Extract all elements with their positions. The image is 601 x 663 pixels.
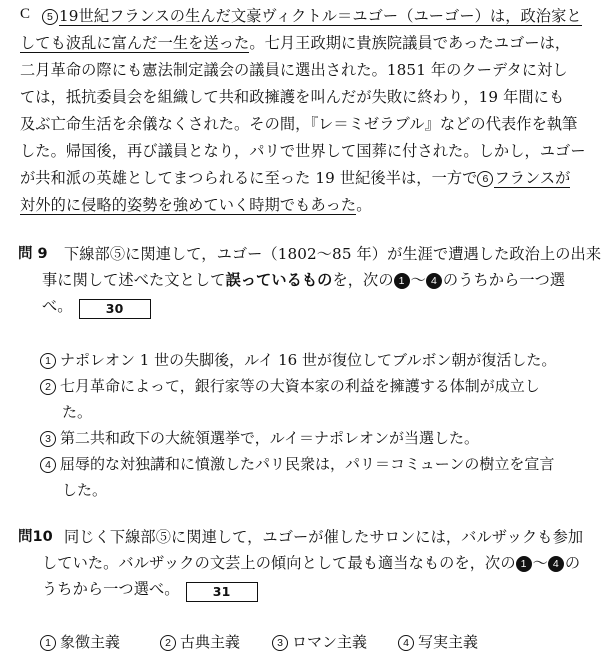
passage-line-3: 二月革命の際にも憲法制定議会の議員に選出された。1851 年のクーデタに対し [20, 61, 568, 79]
q10-option-4-number: 4 [398, 635, 414, 651]
passage-line-7: が共和派の英雄としてまつられるに至った 19 世紀後半は，一方で 6 フランスが [20, 169, 571, 187]
q10-range-end: 4 [548, 556, 564, 572]
underline-5-part2: しても波乱に富んだ一生を送った [20, 34, 250, 52]
ref-marker-5: 5 [42, 9, 58, 25]
underline-6-part2: 対外的に侵略的姿勢を強めていく時期でもあった [20, 196, 357, 214]
q10-answer-box[interactable]: 31 [186, 582, 258, 602]
q9-range-start: 1 [394, 273, 410, 289]
q10-option-3[interactable]: 3 ロマン主義 [272, 632, 367, 652]
section-label: C [20, 6, 31, 22]
q9-emphasis: 誤っているもの [225, 271, 333, 289]
q10-text-line-2: していた。バルザックの文芸上の傾向として最も適当なものを，次の 1 〜 4 の [42, 554, 581, 572]
q9-option-4-continuation: した。 [62, 481, 108, 499]
q10-option-2-number: 2 [160, 635, 176, 651]
q9-option-1-number: 1 [40, 353, 56, 369]
q10-range-start: 1 [516, 556, 532, 572]
q10-option-2[interactable]: 2 古典主義 [160, 632, 240, 652]
q9-label: 問 9 [18, 246, 48, 262]
underline-6-part1: フランスが [494, 169, 571, 187]
q9-option-2-continuation: た。 [62, 403, 93, 421]
q9-option-1[interactable]: 1 ナポレオン 1 世の失脚後，ルイ 16 世が復位してブルボン朝が復活した。 [40, 350, 556, 370]
ref-marker-6: 6 [477, 171, 493, 187]
passage-line-2: しても波乱に富んだ一生を送った。七月王政期に貴族院議員であったユゴーは， [20, 34, 571, 52]
passage-line-4: ては，抵抗委員会を組織して共和政擁護を叫んだが失敗に終わり，19 年間にも [20, 88, 565, 106]
q9-range-end: 4 [426, 273, 442, 289]
q9-option-3-number: 3 [40, 431, 56, 447]
q9-option-4-number: 4 [40, 457, 56, 473]
q10-option-1-number: 1 [40, 635, 56, 651]
q10-option-3-number: 3 [272, 635, 288, 651]
q9-text-line-3: べ。 30 [42, 296, 151, 319]
passage-line-5: 及ぶ亡命生活を余儀なくされた。その間，『レ＝ミゼラブル』などの代表作を執筆 [20, 115, 578, 133]
q9-option-3[interactable]: 3 第二共和政下の大統領選挙で，ルイ＝ナポレオンが当選した。 [40, 428, 479, 448]
passage-line-8: 対外的に侵略的姿勢を強めていく時期でもあった。 [20, 196, 372, 214]
q10-text-line-3: うちから一つ選べ。 31 [42, 579, 258, 602]
q10-label: 問10 [18, 529, 53, 545]
q10-option-4[interactable]: 4 写実主義 [398, 632, 478, 652]
passage-line-1 [42, 6, 582, 26]
passage-line-6: した。帰国後，再び議員となり，パリで世界して国葬に付された。しかし，ユゴー [20, 142, 586, 160]
q9-option-4[interactable]: 4 屈辱的な対独講和に憤激したパリ民衆は，パリ＝コミューンの樹立を宣言 [40, 454, 554, 474]
q9-option-2[interactable]: 2 七月革命によって，銀行家等の大資本家の利益を擁護する体制が成立し [40, 376, 540, 396]
q9-option-2-number: 2 [40, 379, 56, 395]
q9-text-line-1: 下線部⑤に関連して，ユゴー（1802〜85 年）が生涯で遭遇した政治上の出来 [64, 245, 601, 263]
underline-5-part1: 19世紀フランスの生んだ文豪ヴィクトル＝ユゴー（ユーゴー）は，政治家と [59, 7, 582, 25]
q9-answer-box[interactable]: 30 [79, 299, 151, 319]
q10-text-line-1: 同じく下線部⑤に関連して，ユゴーが催したサロンには，バルザックも参加 [64, 528, 584, 546]
q10-option-1[interactable]: 1 象徴主義 [40, 632, 120, 652]
q9-text-line-2: 事に関して述べた文として誤っているものを，次の 1 〜 4 のうちから一つ選 [42, 271, 566, 289]
